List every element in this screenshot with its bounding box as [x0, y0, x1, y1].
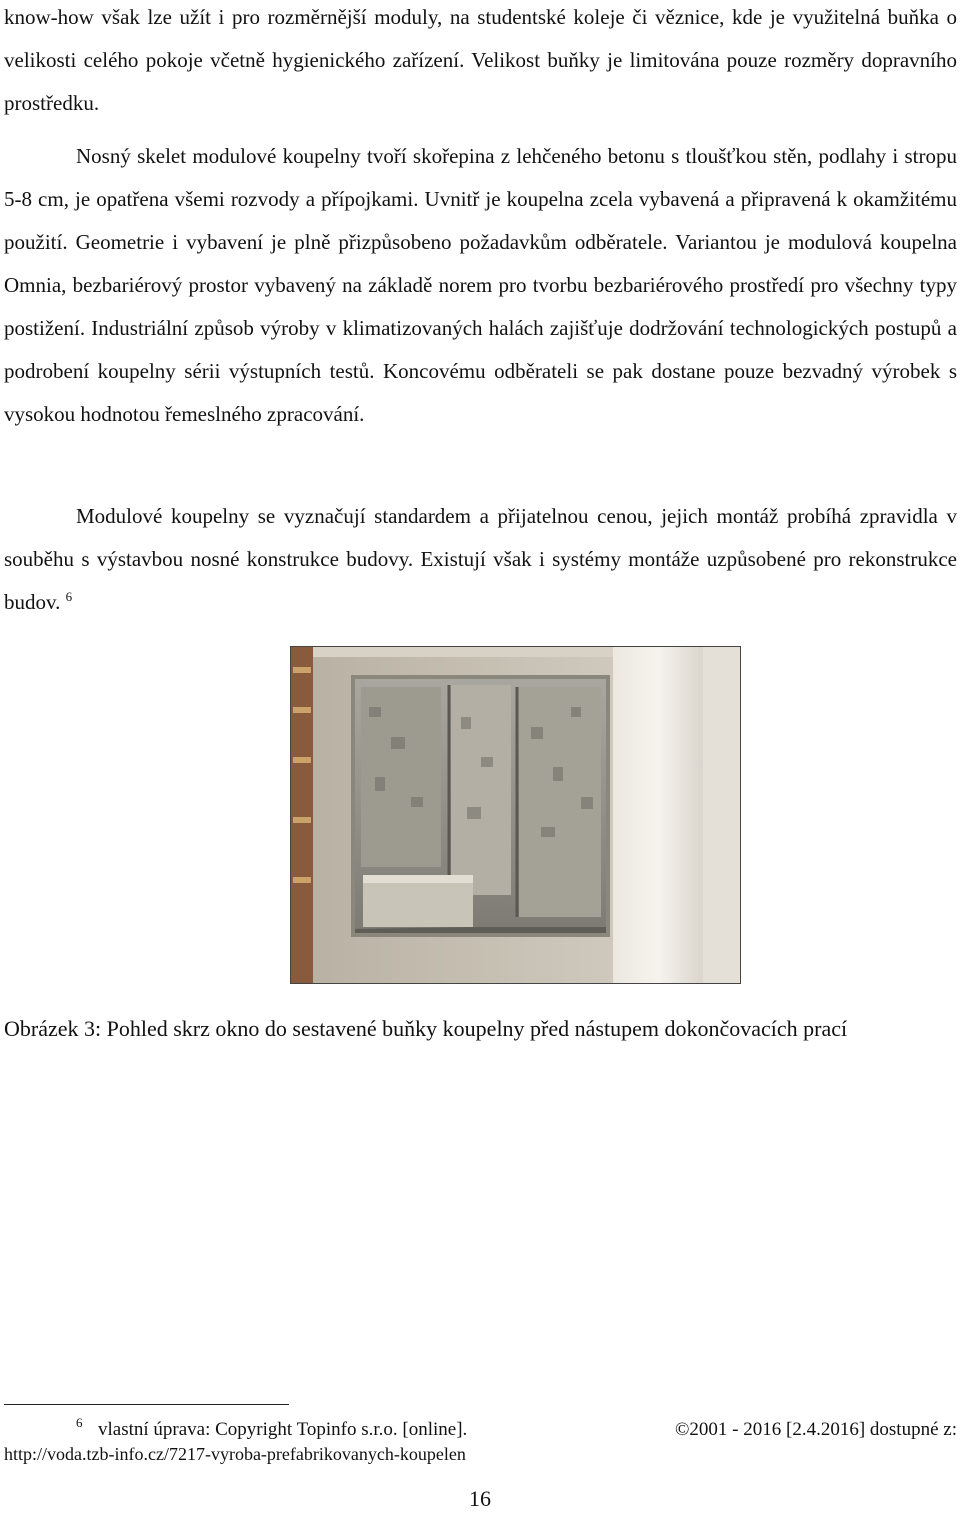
footnote-separator	[4, 1404, 289, 1405]
footnote-mark: 6	[76, 1415, 83, 1430]
footnote-reference: 6	[65, 589, 73, 604]
footnote	[4, 1417, 957, 1467]
footnote-copyright: ©2001 - 2016 [2.4.2016] dostupné z:	[675, 1419, 957, 1440]
bathroom-photo	[290, 646, 741, 984]
footnote-line	[4, 1417, 957, 1442]
paragraph-3	[4, 495, 957, 624]
paragraph-3-text: Modulové koupelny se vyznačují standardem a přijatelnou cenou, jejich montáž probíhá zpravidla v souběhu s výstavbou nosné konstrukce budovy. Existují však i systémy montáže uzpůsobené pro rekonstrukce budov.	[4, 504, 957, 614]
footnote-url[interactable]: http://voda.tzb-info.cz/7217-vyroba-prefabrikovanych-koupelen	[4, 1444, 466, 1464]
page-number: 16	[469, 1486, 491, 1511]
paragraph-2: Nosný skelet modulové koupelny tvoří skořepina z lehčeného betonu s tloušťkou stěn, podlahy i stropu 5-8 cm, je opatřena všemi rozvody a přípojkami. Uvnitř je koupelna zcela vybavená a připravená k okamžitému použití. Geometrie i vybavení je plně přizpůsobeno požadavkům odběratele. Variantou je modulová koupelna Omnia, bezbariérový prostor vybavený na základě norem pro tvorbu bezbariérového prostředí pro všechny typy postižení. Industriální způsob výroby v klimatizovaných halách zajišťuje dodržování technologických postupů a podrobení koupelny sérii výstupních testů. Koncovému odběrateli se pak dostane pouze bezvadný výrobek s vysokou hodnotou řemeslného zpracování.	[4, 144, 957, 426]
figure-caption: Obrázek 3: Pohled skrz okno do sestavené buňky koupelny před nástupem dokončovacích prací	[4, 1016, 848, 1041]
footnote-source: vlastní úprava: Copyright Topinfo s.r.o. [online].	[98, 1419, 468, 1440]
bathroom-photo-illustration	[291, 647, 741, 984]
paragraph-1: know-how však lze užít i pro rozměrnější moduly, na studentské koleje či věznice, kde je využitelná buňka o velikosti celého pokoje včetně hygienického zařízení. Velikost buňky je limitována pouze rozměry dopravního prostředku.	[4, 5, 957, 115]
